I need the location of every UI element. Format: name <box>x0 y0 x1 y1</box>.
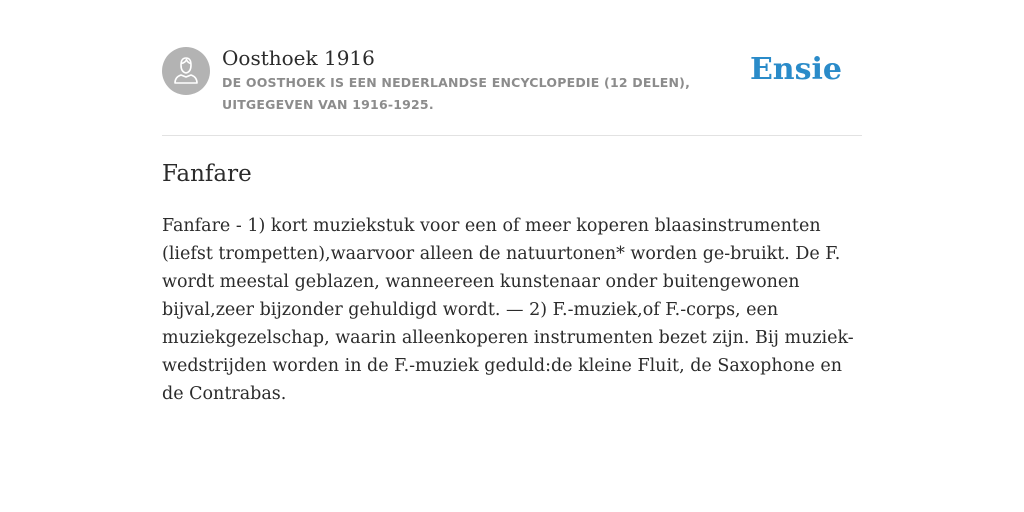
source-header <box>162 0 862 136</box>
source-avatar[interactable] <box>162 47 210 95</box>
page <box>162 0 862 512</box>
entry-title: Fanfare <box>162 161 252 187</box>
source-title[interactable]: Oosthoek 1916 <box>222 46 375 70</box>
ensie-logo-link[interactable]: Ensie <box>749 52 842 87</box>
user-avatar-icon <box>162 47 210 95</box>
entry-body: Fanfare - 1) kort muziekstuk voor een of meer koperen blaasinstrumenten (liefst trompetten),waarvoor alleen de natuurtonen* worden ge-bruikt. De F. wordt meestal geblazen, wanneereen kunstenaar onder buitengewonen bijval,zeer bijzonder gehuldigd wordt. — 2) F.-muziek,of F.-corps, een muziekgezelschap, waarin alleenkoperen instrumenten bezet zijn. Bij muziek-wedstrijden worden in de F.-muziek geduld:de kleine Fluit, de Saxophone en de Contrabas. <box>162 216 854 404</box>
source-description: DE OOSTHOEK IS EEN NEDERLANDSE ENCYCLOPEDIE (12 DELEN), UITGEGEVEN VAN 1916-1925. <box>222 75 691 112</box>
